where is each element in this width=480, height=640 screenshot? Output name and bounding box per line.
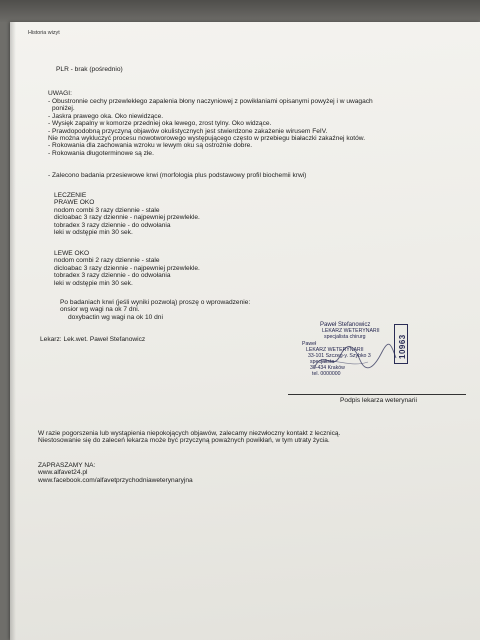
stamp-line: specjalista chirurg [324, 334, 366, 340]
signature-caption: Podpis lekarza weterynarii [340, 397, 417, 404]
uwagi-line: - Prawdopodobną przyczyną objawów okulistycznych jest stwierdzone zakażenie wirusem FeIV. [48, 127, 328, 135]
website-link[interactable]: www.alfavet24.pl [38, 469, 88, 477]
signature-scribble [310, 338, 400, 378]
uwagi-line: - Wysięk zapalny w komorze przedniej oka lewego, zrost tylny. Oko widzące. [48, 120, 272, 128]
warning-line: W razie pogorszenia lub wystąpienia niepokojących objawów, zalecamy niezwłoczny kontakt z lecznicą. [38, 430, 341, 437]
stamp-name: Paweł Stefanowicz [320, 322, 371, 328]
right-eye-line: leki w odstępie min 30 sek. [54, 229, 133, 237]
uwagi-line: - Rokowania długoterminowe są złe. [48, 149, 154, 157]
left-eye-line: tobradex 3 razy dziennie - do odwołania [54, 272, 171, 280]
desk-background [0, 0, 480, 22]
warning-line: Niestosowanie się do zaleceń lekarza może być przyczyną poważnych powikłań, w tym utraty życia. [38, 437, 330, 445]
invite-block [38, 462, 193, 484]
warning-text [38, 430, 340, 445]
signature-line [288, 394, 466, 395]
left-eye-line: leki w odstępie min 30 sek. [54, 279, 133, 287]
uwagi-line: - Rokowania dla zachowania wzroku w lewym oku są ostrożnie dobre. [48, 142, 253, 150]
stamp-line: LEKARZ WETERYNARII [306, 347, 364, 353]
right-eye-heading: PRAWE OKO [54, 199, 95, 207]
left-eye-line: dicloabac 3 razy dziennie - najpewniej przewlekle. [54, 264, 200, 272]
right-eye-line: dicloabac 3 razy dziennie - najpewniej przewlekle. [54, 214, 200, 222]
plr-line: PLR - brak (pośrednio) [56, 66, 123, 73]
uwagi-line: poniżej. [52, 105, 75, 113]
stamp-line: Paweł [302, 341, 317, 347]
right-eye-line: tobradex 3 razy dziennie - do odwołania [54, 221, 171, 229]
left-eye-line: nodom combi 2 razy dziennie - stale [54, 257, 160, 265]
stamp-line: 30-434 Kraków [310, 365, 345, 371]
right-eye-line: nodom combi 3 razy dziennie - stale [54, 206, 160, 214]
stamp-line: LEKARZ WETERYNARII [322, 328, 380, 334]
uwagi-line: - Jaskra prawego oka. Oko niewidzące. [48, 112, 164, 120]
leczenie-heading: LECZENIE [54, 192, 87, 199]
after-blood-line: Po badaniach krwi (jeśli wyniki pozwolą) proszę o wprowadzenie: [60, 299, 251, 306]
document-page [10, 22, 480, 640]
after-blood-tests [60, 299, 250, 321]
after-blood-line: doxybactin wg wagi na ok 10 dni [68, 313, 163, 321]
stamp-line: 33-101 Szczeg-y. Szybko 3 [308, 353, 371, 359]
treatment-right-eye [54, 192, 200, 236]
uwagi-list [48, 98, 373, 157]
treatment-left-eye [54, 250, 200, 287]
stamp-line: tel. 0000000 [312, 371, 341, 377]
doctor-name: Lekarz: Lek.wet. Paweł Stefanowicz [40, 336, 146, 343]
uwagi-line: - Obustronnie cechy przewlekłego zapalenia błony naczyniowej z powikłaniami opisanymi powyżej i w uwagach [48, 98, 373, 105]
left-eye-heading: LEWE OKO [54, 250, 90, 257]
uwagi-heading: UWAGI: [48, 90, 72, 97]
page-header: Historia wizyt [28, 30, 60, 36]
stamp-line: specjalista [310, 359, 335, 365]
after-blood-line: onsior wg wagi na ok 7 dni. [60, 306, 140, 314]
invite-heading: ZAPRASZAMY NA: [38, 462, 96, 469]
page-edge-shadow [10, 22, 16, 640]
recommendation: - Zalecono badania przesiewowe krwi (morfologia plus podstawowy profil biochemii krwi) [48, 172, 307, 179]
uwagi-line: Nie można wykluczyć procesu nowotworowego występującego często w przebiegu białaczki zakaźnej kotów. [48, 135, 366, 143]
facebook-link[interactable]: www.facebook.com/alfavetprzychodniaweterynaryjna [38, 476, 193, 484]
stamp-number: 10963 [398, 334, 407, 359]
